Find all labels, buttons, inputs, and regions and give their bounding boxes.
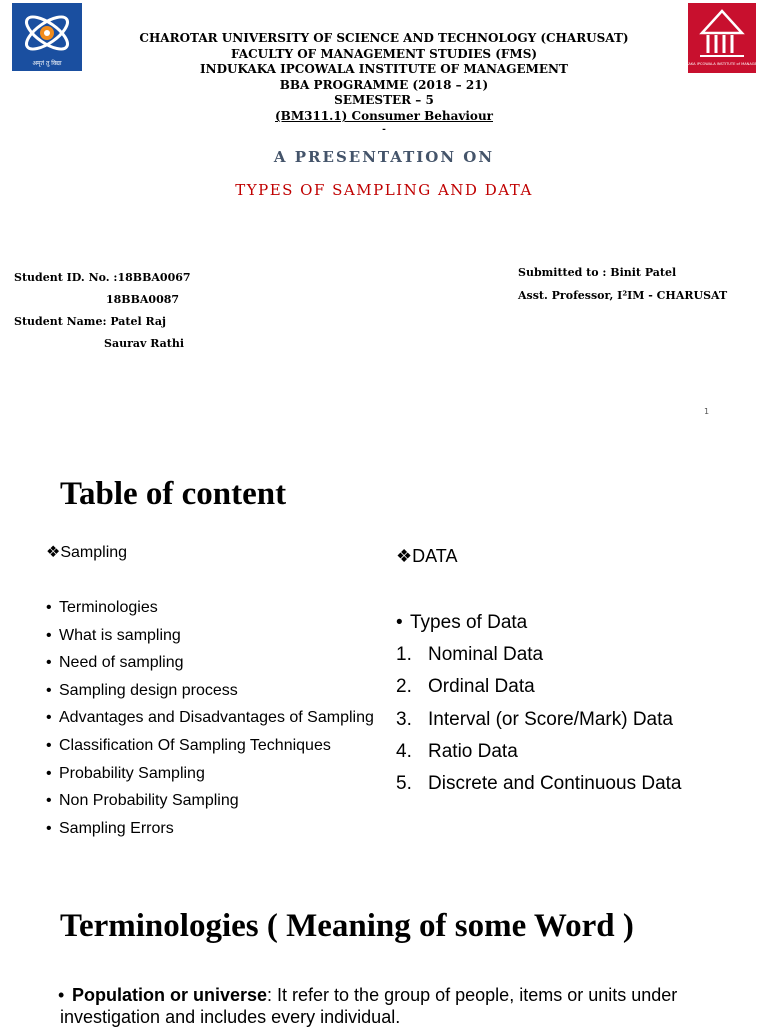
separator-dash: - [382,124,386,135]
term-label: Population or universe [72,985,268,1005]
header-line-institute: INDUKAKA IPCOWALA INSTITUTE OF MANAGEMENT [200,62,568,77]
list-item: • Need of sampling [46,654,184,672]
student-id: Student ID. No. :18BBA0067 [14,271,191,284]
population-definition: • Population or universe: It refer to the group of people, items or units under investigation and includes every individual. [58,985,678,1027]
list-item: • Probability Sampling [46,764,205,782]
list-item: 3. Interval (or Score/Mark) Data [396,708,673,730]
list-item: • Sampling design process [46,681,238,699]
student-id-2: 18BBA0087 [106,293,180,306]
list-item: • Advantages and Disadvantages of Sampling [46,709,374,727]
faculty-designation: Asst. Professor, I²IM - CHARUSAT [518,289,728,302]
list-item: • Sampling Errors [46,819,174,837]
list-item: 1. Nominal Data [396,644,544,666]
toc-title: Table of content [60,476,287,512]
svg-text:अमृतं तु विद्या: अमृतं तु विद्या [32,60,62,67]
list-item: 4. Ratio Data [396,740,518,762]
header-line-university: CHAROTAR UNIVERSITY OF SCIENCE AND TECHNOLOGY (CHARUSAT) [139,31,629,45]
page-number: 1 [704,407,710,416]
list-item: 5. Discrete and Continuous Data [396,772,682,794]
sampling-topics-list [46,596,374,844]
data-heading: ❖DATA [396,546,458,566]
presentation-label: A PRESENTATION ON [273,148,495,166]
terminologies-title: Terminologies ( Meaning of some Word ) [60,908,634,944]
list-item: 2. Ordinal Data [396,676,535,698]
sampling-heading: ❖Sampling [46,544,128,561]
list-item: • Classification Of Sampling Techniques [46,736,331,754]
term-definition: : It refer to the group of people, items or units under investigation and includes every individual. [60,985,678,1027]
list-item: • Non Probability Sampling [46,792,239,810]
data-topics-list [396,609,681,802]
course-title: (BM311.1) Consumer Behaviour [275,108,493,123]
header-line-programme: BBA PROGRAMME (2018 – 21) [279,77,489,92]
list-item: • Terminologies [46,599,158,616]
header-line-semester: SEMESTER – 5 [334,93,434,108]
svg-text:INDUKAKA IPCOWALA INSTITUTE of: INDUKAKA IPCOWALA INSTITUTE of MANAGEMENT [676,62,768,66]
student-name-2: Saurav Rathi [104,337,184,350]
student-name: Student Name: Patel Raj [14,315,167,328]
submitted-to: Submitted to : Binit Patel [518,266,677,279]
list-item: • What is sampling [46,626,181,644]
presentation-topic: TYPES OF SAMPLING AND DATA [235,181,533,199]
list-item: • Types of Data [396,612,528,633]
header-line-faculty: FACULTY OF MANAGEMENT STUDIES (FMS) [230,46,538,61]
institution-header [0,31,768,135]
